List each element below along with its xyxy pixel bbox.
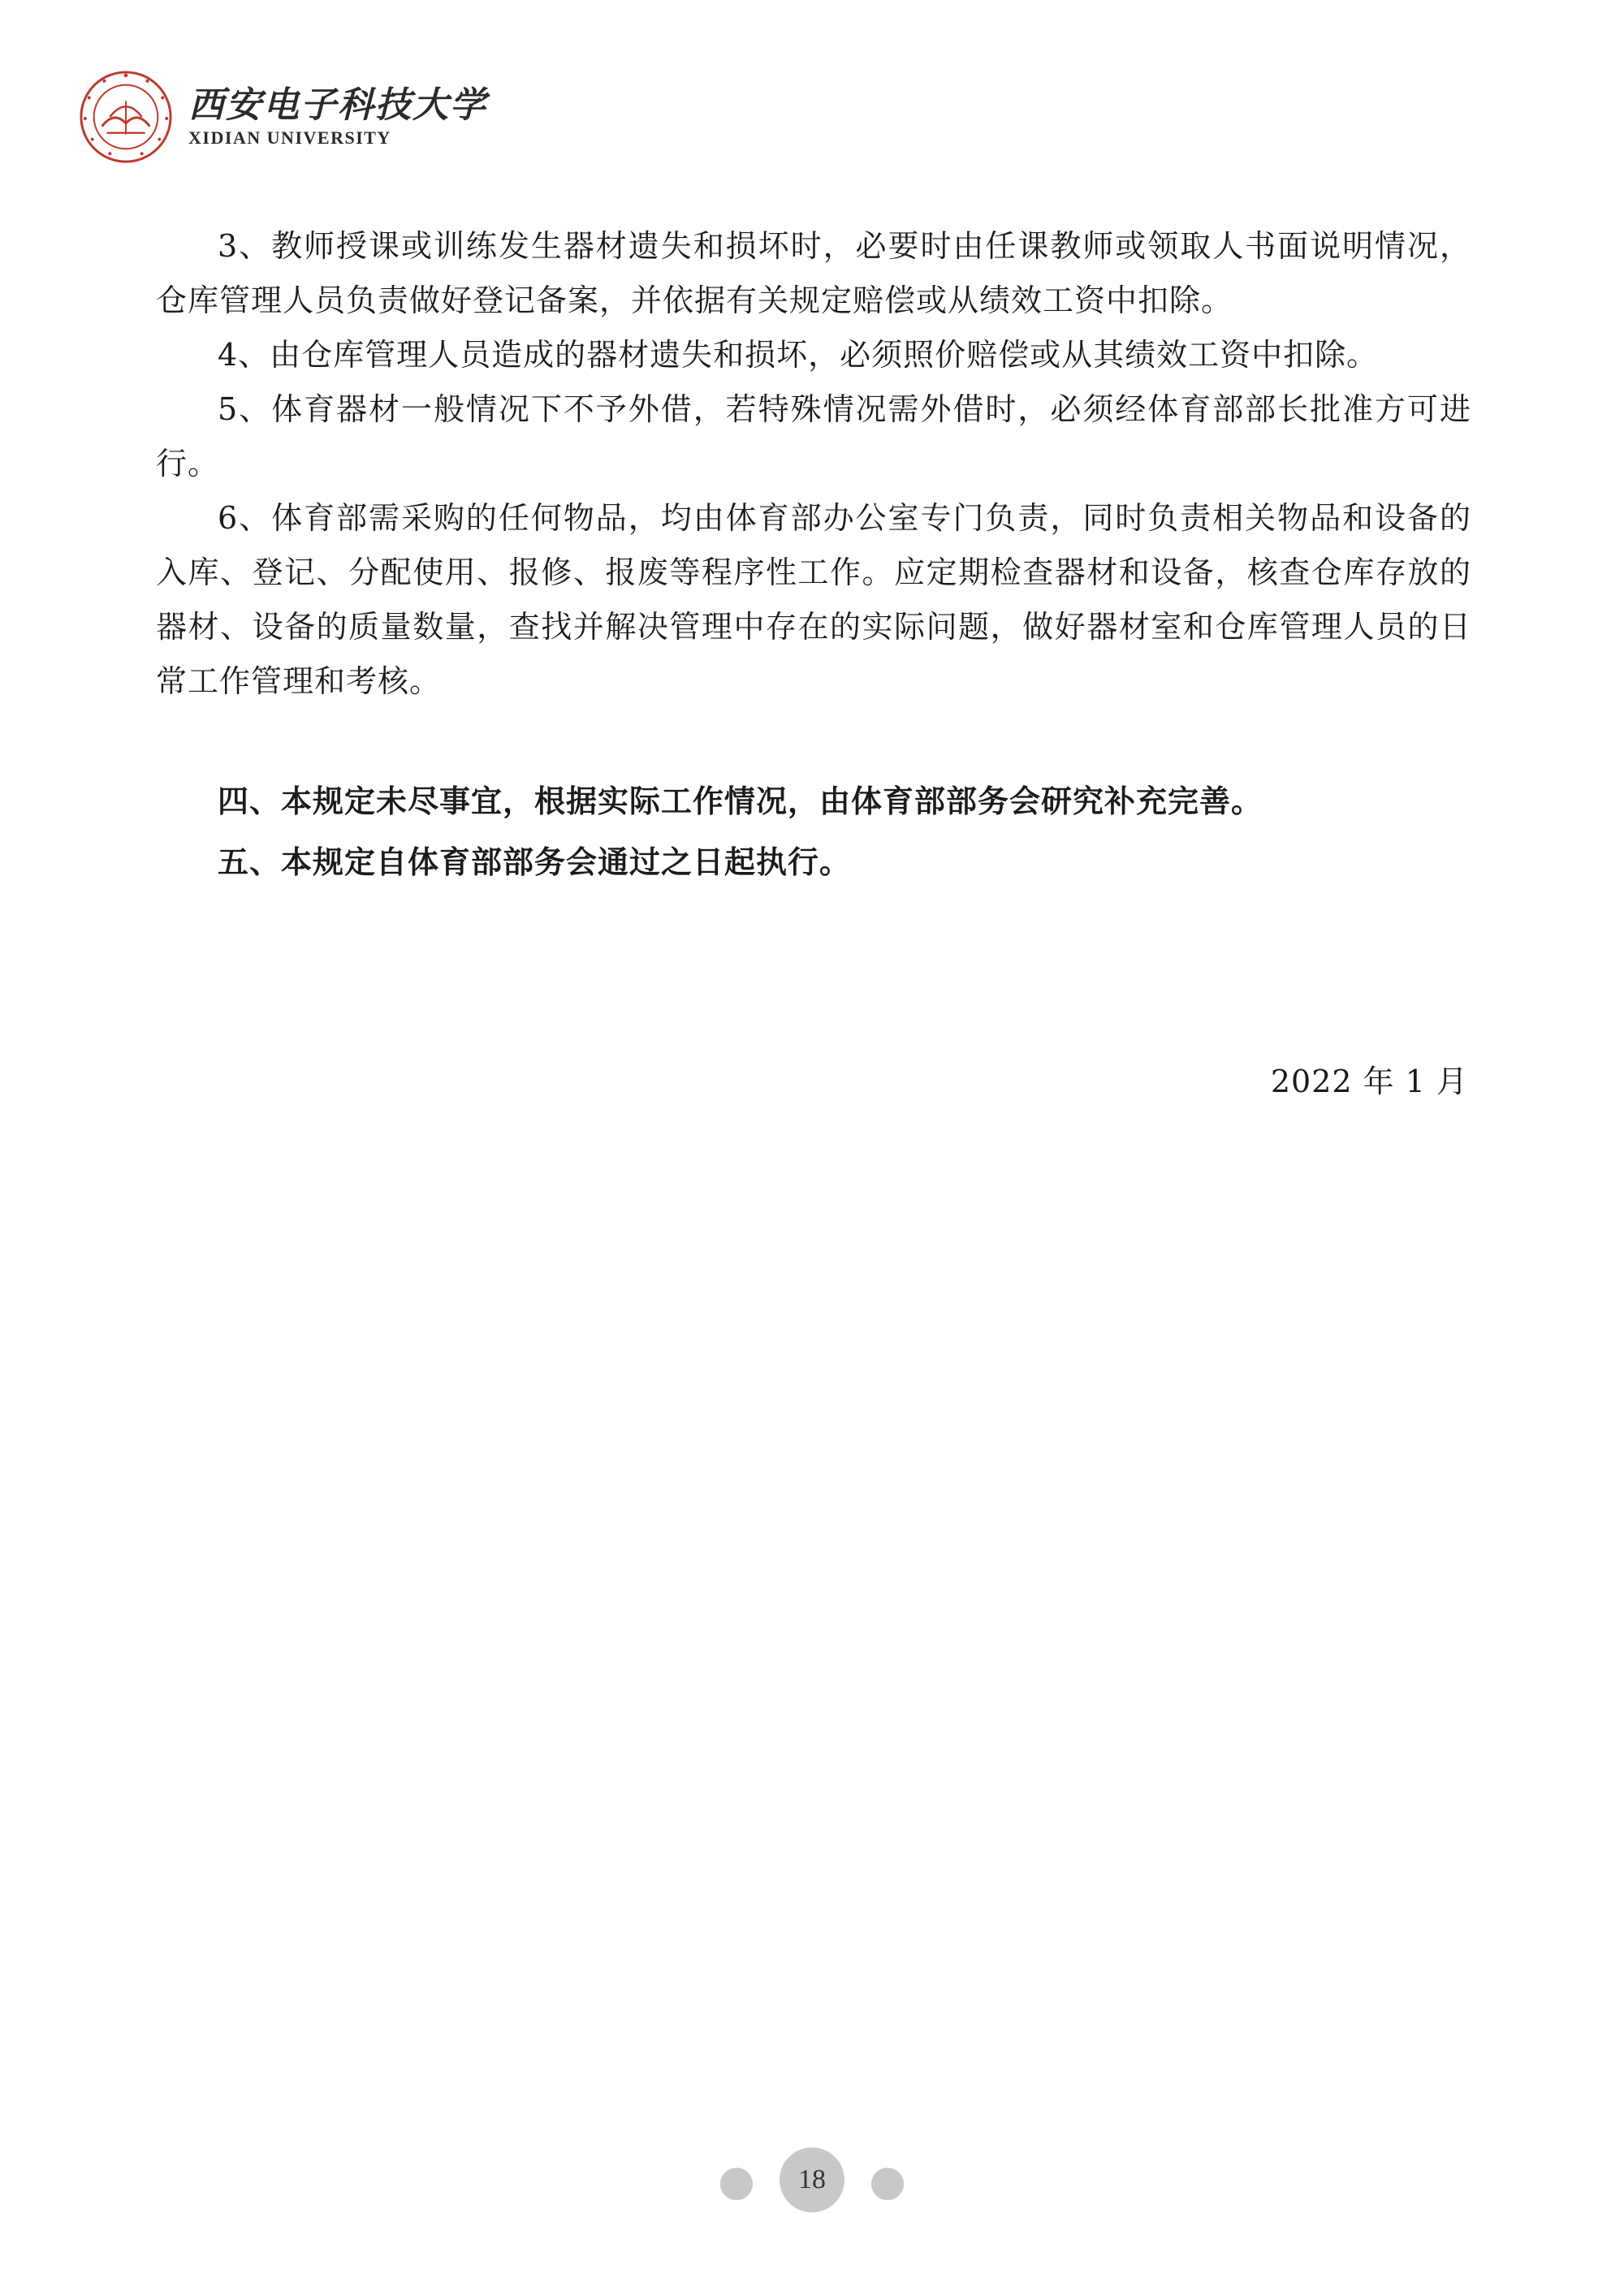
university-seal-icon bbox=[78, 69, 174, 165]
closing-clauses bbox=[156, 771, 1471, 893]
issue-date: 2022 年 1 月 bbox=[1270, 1064, 1468, 1099]
paragraph-item-5: 5、体育器材一般情况下不予外借，若特殊情况需外借时，必须经体育部部长批准方可进行。 bbox=[156, 391, 1471, 481]
university-name-en: XIDIAN UNIVERSITY bbox=[188, 127, 391, 148]
paragraph-item-3: 3、教师授课或训练发生器材遗失和损坏时，必要时由任课教师或领取人书面说明情况，仓库管理人员负责做好登记备案，并依据有关规定赔偿或从绩效工资中扣除。 bbox=[156, 228, 1471, 318]
clause-five: 五、本规定自体育部部务会通过之日起执行。 bbox=[218, 844, 852, 880]
page-number-footer bbox=[0, 2147, 1624, 2220]
university-wordmark bbox=[188, 84, 487, 149]
regulation-body bbox=[156, 219, 1471, 709]
decorative-dot-right bbox=[871, 2168, 904, 2200]
decorative-dot-left bbox=[720, 2168, 753, 2200]
university-name-cn: 西安电子科技大学 bbox=[188, 84, 487, 126]
paragraph-item-6: 6、体育部需采购的任何物品，均由体育部办公室专门负责，同时负责相关物品和设备的入库、登记、分配使用、报修、报废等程序性工作。应定期检查器材和设备，核查仓库存放的器材、设备的质量数量，查找并解决管理中存在的实际问题，做好器材室和仓库管理人员的日常工作管理和考核。 bbox=[156, 500, 1471, 699]
page-header bbox=[78, 67, 487, 167]
page-number: 18 bbox=[780, 2147, 844, 2212]
clause-four: 四、本规定未尽事宜，根据实际工作情况，由体育部部务会研究补充完善。 bbox=[218, 783, 1263, 819]
paragraph-item-4: 4、由仓库管理人员造成的器材遗失和损坏，必须照价赔偿或从其绩效工资中扣除。 bbox=[218, 337, 1379, 373]
